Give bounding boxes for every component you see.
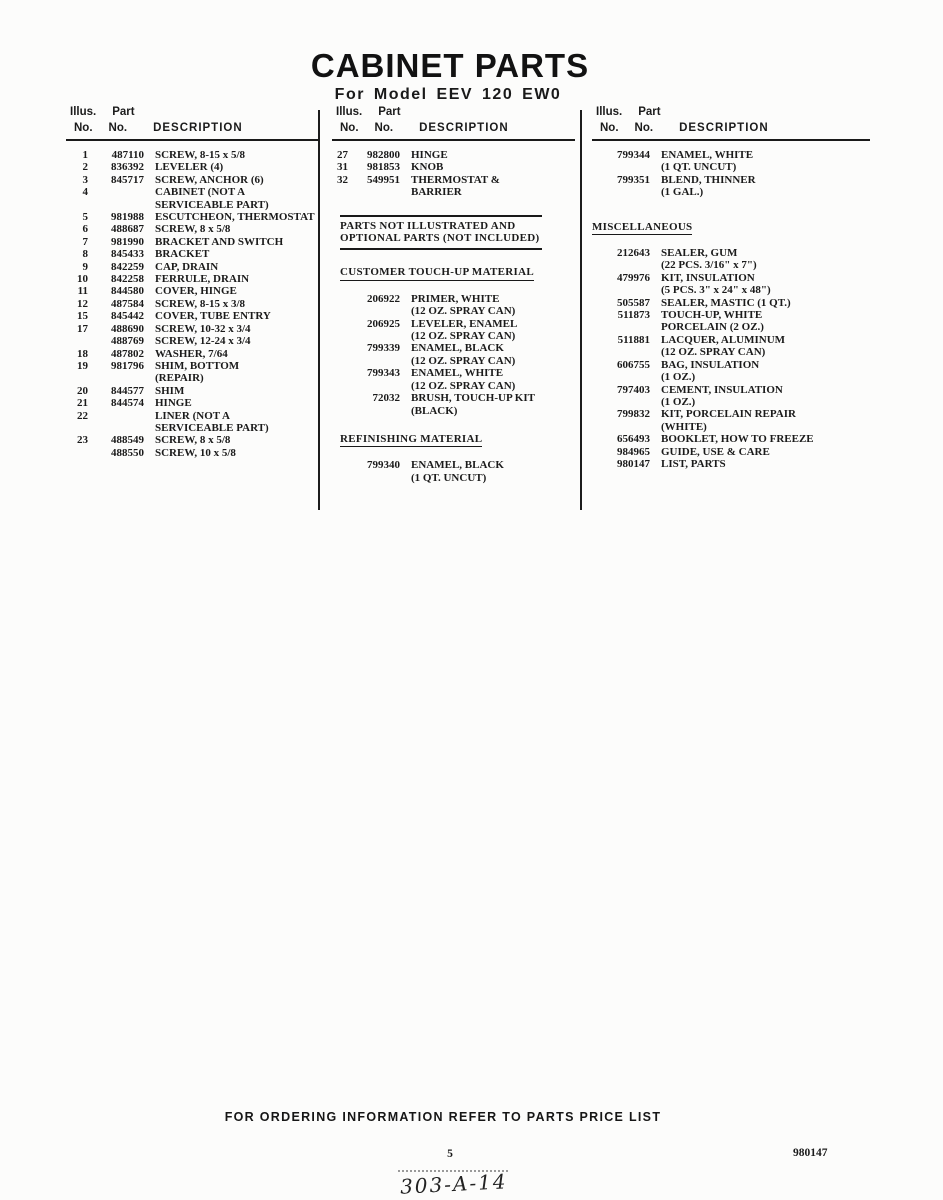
part-row [592,458,870,470]
description-line: COVER, TUBE ENTRY [155,310,271,323]
part-row [592,309,870,334]
part-row [66,285,318,297]
part-no: 981990 [111,235,144,248]
column-divider-right [580,110,582,510]
part-row [66,323,318,335]
part-row [332,161,575,173]
description-line: HINGE [155,397,192,410]
description-line: (WHITE) [661,420,707,433]
section-heading [340,215,542,251]
part-no: 206922 [367,292,400,305]
part-description [661,272,771,297]
illus-no: 23 [77,434,88,447]
part-description [661,433,814,445]
description-line: SEALER, MASTIC (1 QT.) [661,296,791,309]
description-line: BRACKET AND SWITCH [155,235,284,248]
section-heading-line: PARTS NOT ILLUSTRATED AND [340,219,516,232]
part-header-label: Part [638,106,661,118]
description-line: LEVELER (4) [155,161,224,174]
part-row [592,297,870,309]
part-description [155,149,245,161]
illus-no: 3 [82,173,88,186]
illus-header-label: Illus. [596,106,623,118]
part-description [155,323,251,335]
part-row [332,318,575,343]
part-no: 488769 [111,335,144,348]
description-line: (1 OZ.) [661,395,696,408]
description-header-label: DESCRIPTION [679,122,769,134]
description-line: PORCELAIN (2 OZ.) [661,321,764,334]
parts-rows-block [332,293,575,417]
no-header-label: No. [74,122,93,134]
part-row [66,211,318,223]
part-description [661,174,756,199]
no-header-label: No. [374,122,394,134]
description-line: COVER, HINGE [155,285,237,298]
parts-rows-block [66,149,318,459]
part-no: 606755 [617,358,650,371]
description-line: ESCUTCHEON, THERMOSTAT [155,211,315,224]
description-line: WASHER, 7/64 [155,347,228,360]
part-row [66,161,318,173]
illus-header-label: Illus. [70,106,97,118]
parts-rows-block [332,459,575,484]
description-line: SCREW, 12-24 x 3/4 [155,335,251,348]
description-line: BRUSH, TOUCH-UP KIT [411,392,535,405]
illus-no: 18 [77,347,88,360]
description-line: CEMENT, INSULATION [661,383,783,396]
illus-no: 21 [77,397,88,410]
part-description [661,408,796,433]
part-no: 488687 [111,223,144,236]
description-line: SHIM [155,384,185,397]
part-no: 980147 [617,457,650,470]
part-description [661,297,791,309]
parts-column-1 [66,106,318,459]
part-no: 982800 [367,149,400,161]
section-heading-line: CUSTOMER TOUCH-UP MATERIAL [340,266,534,280]
part-row [66,149,318,161]
part-row [66,248,318,260]
part-description [155,211,315,223]
description-line: CABINET (NOT A [155,186,246,199]
illus-no: 7 [82,235,88,248]
description-line: SERVICEABLE PART) [155,198,269,211]
illus-no: 15 [77,310,88,323]
column-header [332,106,575,141]
part-description [155,223,230,235]
description-line: (1 OZ.) [661,371,696,384]
part-row [592,149,870,174]
parts-rows-block [332,149,575,199]
description-line: SERVICEABLE PART) [155,421,269,434]
description-line: HINGE [411,149,448,161]
parts-column-2 [332,106,575,484]
illus-no: 10 [77,273,88,286]
part-row [66,310,318,322]
part-row [66,273,318,285]
part-description [155,285,237,297]
part-row [66,261,318,273]
illus-no: 4 [82,186,88,199]
part-description [155,248,209,260]
part-no: 487110 [111,149,144,161]
part-row [66,385,318,397]
part-row [66,397,318,409]
description-line: (12 OZ. SPRAY CAN) [661,346,766,359]
illus-no: 31 [337,161,348,174]
part-row [592,174,870,199]
part-description [661,334,785,359]
section-heading [340,266,575,280]
description-line: SCREW, ANCHOR (6) [155,173,264,186]
part-no: 845433 [111,248,144,261]
illus-no: 20 [77,384,88,397]
part-row [592,408,870,433]
ordering-note: FOR ORDERING INFORMATION REFER TO PARTS PRICE LIST [224,1110,662,1124]
description-line: (12 OZ. SPRAY CAN) [411,305,516,318]
column-header [66,106,318,141]
part-description [155,161,223,173]
part-description [661,359,759,384]
part-row [66,434,318,446]
description-line: LIST, PARTS [661,457,726,470]
description-line: (1 QT. UNCUT) [411,471,487,484]
description-line: KIT, INSULATION [661,271,755,284]
part-description [155,348,228,360]
part-description [155,360,239,385]
part-description [155,397,192,409]
part-no: 488549 [111,434,144,447]
description-line: LEVELER, ENAMEL [411,317,518,330]
section-heading-line: MISCELLANEOUS [592,221,692,235]
part-description [155,261,218,273]
description-line: (5 PCS. 3" x 24" x 48") [661,284,771,297]
description-line: LACQUER, ALUMINUM [661,333,786,346]
part-no: 511873 [617,309,650,322]
description-line: FERRULE, DRAIN [155,273,250,286]
part-description [411,342,515,367]
part-description [155,186,269,211]
illus-no: 17 [77,322,88,335]
part-no: 206925 [367,317,400,330]
part-no: 844580 [111,285,144,298]
section-heading-line: OPTIONAL PARTS (NOT INCLUDED) [340,232,540,245]
description-line: SCREW, 10-32 x 3/4 [155,322,251,335]
description-line: BLEND, THINNER [661,173,756,186]
part-row [66,186,318,211]
illus-no: 32 [337,173,348,186]
description-line: (22 PCS. 3/16" x 7") [661,259,757,272]
description-line: (REPAIR) [155,372,204,385]
part-no: 984965 [617,445,650,458]
parts-rows-block [592,149,870,199]
description-line: (12 OZ. SPRAY CAN) [411,330,516,343]
part-description [155,273,249,285]
no-header-label: No. [340,122,359,134]
part-description [155,434,230,446]
description-line: THERMOSTAT & [411,173,500,186]
part-no: 488550 [111,446,144,459]
part-row [332,392,575,417]
part-no: 799344 [617,149,650,161]
description-line: BRACKET [155,248,210,261]
part-no: 72032 [372,392,400,405]
description-line: (12 OZ. SPRAY CAN) [411,354,516,367]
part-no: 799340 [367,459,400,472]
part-no: 212643 [617,247,650,260]
part-description [661,458,726,470]
illus-no: 12 [77,297,88,310]
part-no: 511881 [617,333,650,346]
part-no: 845442 [111,310,144,323]
description-line: SHIM, BOTTOM [155,359,240,372]
illus-no: 19 [77,359,88,372]
part-row [592,247,870,272]
illus-no: 1 [82,149,88,161]
part-description [411,149,448,161]
part-description [155,410,269,435]
form-number: 980147 [793,1147,828,1159]
part-description [411,293,515,318]
description-line: ENAMEL, BLACK [411,342,504,355]
description-line: ENAMEL, BLACK [411,459,504,472]
part-no: 844577 [111,384,144,397]
part-row [66,335,318,347]
description-line: (1 QT. UNCUT) [661,161,737,174]
part-description [661,384,783,409]
part-no: 842258 [111,273,144,286]
description-line: BAG, INSULATION [661,358,760,371]
part-row [332,459,575,484]
part-no: 488690 [111,322,144,335]
part-no: 981988 [111,211,144,224]
description-header-label: DESCRIPTION [419,122,509,134]
description-line: ENAMEL, WHITE [411,367,504,380]
no-header-label: No. [108,122,128,134]
no-header-label: No. [600,122,619,134]
part-no: 799832 [617,408,650,421]
description-line: KIT, PORCELAIN REPAIR [661,408,796,421]
part-description [155,174,264,186]
description-line: TOUCH-UP, WHITE [661,309,763,322]
parts-column-3 [592,106,870,470]
description-line: ENAMEL, WHITE [661,149,754,161]
description-line: (BLACK) [411,404,458,417]
part-description [661,309,764,334]
description-line: GUIDE, USE & CARE [661,445,770,458]
column-header [592,106,870,141]
part-row [332,174,575,199]
part-row [592,446,870,458]
part-row [592,359,870,384]
part-description [155,335,251,347]
handwritten-note: 303-A-14 [399,1169,509,1199]
part-no: 799343 [367,367,400,380]
page-number: 5 [447,1148,453,1160]
part-no: 842259 [111,260,144,273]
page-subtitle: For Model EEV 120 EW0 [334,86,562,103]
section-heading [340,433,575,447]
page-title: CABINET PARTS [310,47,590,84]
part-no: 505587 [617,296,650,309]
illus-no: 11 [77,285,88,298]
part-description [155,385,184,397]
part-no: 656493 [617,433,650,446]
illus-no: 2 [82,161,88,174]
part-row [332,367,575,392]
part-description [661,247,757,272]
part-no: 981853 [367,161,400,174]
description-line: SEALER, GUM [661,247,738,260]
column-divider-left [318,110,320,510]
part-description [661,149,753,174]
description-line: BARRIER [411,186,462,199]
description-line: PRIMER, WHITE [411,292,500,305]
description-line: SCREW, 8-15 x 5/8 [155,149,246,161]
part-row [66,223,318,235]
part-row [592,334,870,359]
illus-no: 9 [82,260,88,273]
part-row [66,360,318,385]
part-description [155,447,236,459]
description-line: SCREW, 10 x 5/8 [155,446,236,459]
part-no: 836392 [111,161,144,174]
description-line: BOOKLET, HOW TO FREEZE [661,433,814,446]
part-header-label: Part [112,106,135,118]
description-line: SCREW, 8 x 5/8 [155,223,231,236]
part-row [332,342,575,367]
section-heading-line: REFINISHING MATERIAL [340,433,482,447]
part-row [66,410,318,435]
description-line: LINER (NOT A [155,409,230,422]
description-line: SCREW, 8-15 x 3/8 [155,297,246,310]
part-row [66,174,318,186]
description-line: KNOB [411,161,444,174]
no-header-label: No. [634,122,654,134]
part-row [592,433,870,445]
part-description [155,310,271,322]
part-description [411,459,504,484]
part-no: 487802 [111,347,144,360]
description-line: SCREW, 8 x 5/8 [155,434,231,447]
description-line: (1 GAL.) [661,186,704,199]
part-description [155,298,245,310]
illus-no: 5 [82,211,88,224]
part-row [592,384,870,409]
part-no: 844574 [111,397,144,410]
parts-rows-block [592,247,870,470]
part-no: 981796 [111,359,144,372]
part-description [411,174,500,199]
illus-header-label: Illus. [336,106,363,118]
part-row [66,236,318,248]
part-no: 479976 [617,271,650,284]
description-line: CAP, DRAIN [155,260,219,273]
part-header-label: Part [378,106,401,118]
description-line: (12 OZ. SPRAY CAN) [411,379,516,392]
part-row [592,272,870,297]
part-no: 845717 [111,173,144,186]
description-header-label: DESCRIPTION [153,122,243,134]
part-description [411,161,443,173]
illus-no: 8 [82,248,88,261]
part-no: 799351 [617,173,650,186]
part-description [411,392,535,417]
part-no: 799339 [367,342,400,355]
illus-no: 6 [82,223,88,236]
part-row [332,149,575,161]
part-row [66,348,318,360]
part-description [661,446,770,458]
part-description [411,367,515,392]
part-row [66,298,318,310]
part-no: 487584 [111,297,144,310]
illus-no: 22 [77,409,88,422]
part-no: 549951 [367,173,400,186]
part-no: 797403 [617,383,650,396]
part-description [155,236,283,248]
part-row [332,293,575,318]
illus-no: 27 [337,149,348,161]
section-heading [592,221,870,235]
part-description [411,318,517,343]
part-row [66,447,318,459]
